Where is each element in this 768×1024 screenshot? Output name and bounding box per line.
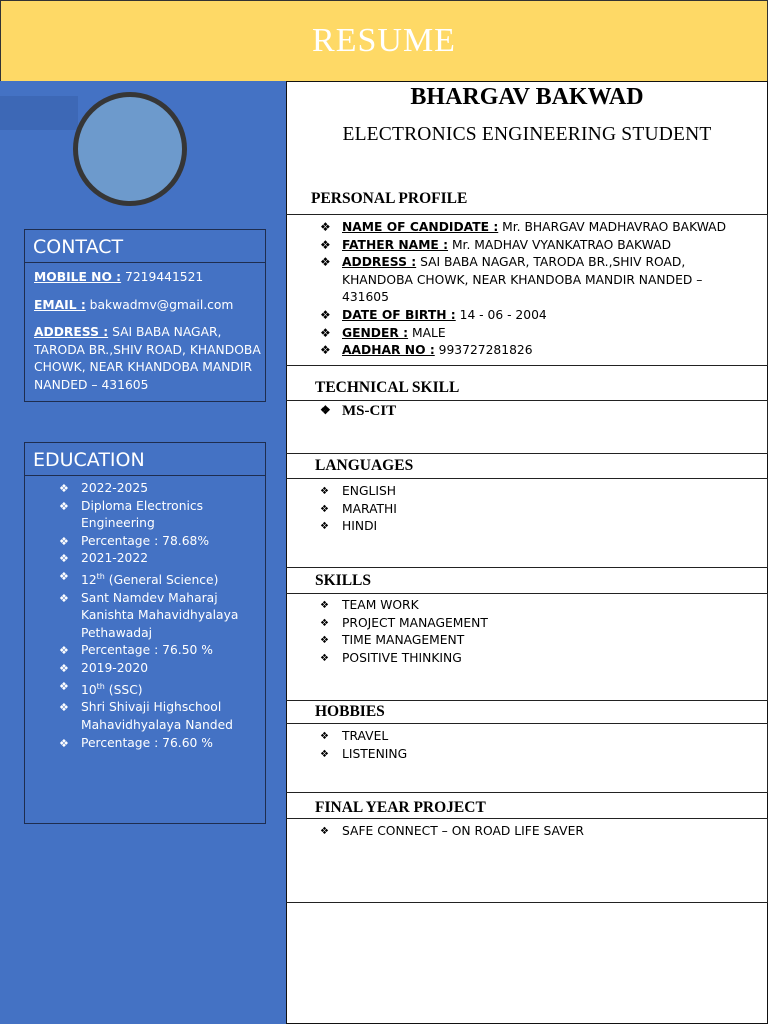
- list-item: [320, 632, 512, 650]
- list-item-text: MARATHI: [342, 501, 397, 516]
- diamond-bullet-icon: ❖: [59, 679, 69, 693]
- profile-field-value: 993727281826: [434, 343, 533, 358]
- education-item-superscript: th: [96, 571, 105, 581]
- education-item: [25, 735, 265, 753]
- profile-field-label: DATE OF BIRTH :: [342, 307, 456, 322]
- personal-profile-list: [320, 219, 752, 360]
- profile-photo-placeholder: [73, 92, 187, 206]
- education-item-text: Percentage : 76.50 %: [81, 643, 213, 658]
- email-value: bakwadmv@gmail.com: [85, 297, 234, 312]
- section-title-personal-profile: PERSONAL PROFILE: [311, 190, 468, 207]
- diamond-bullet-icon: ❖: [320, 731, 329, 742]
- list-item-text: TIME MANAGEMENT: [342, 633, 465, 648]
- contact-panel: [24, 229, 266, 402]
- list-item-text: TRAVEL: [342, 729, 389, 743]
- education-heading: EDUCATION: [25, 443, 265, 476]
- diamond-bullet-icon: ❖: [59, 499, 69, 513]
- candidate-name: BHARGAV BAKWAD: [410, 84, 644, 110]
- education-item-text: (General Science): [104, 573, 219, 588]
- profile-field-label: NAME OF CANDIDATE :: [342, 220, 499, 234]
- list-item: [320, 597, 512, 615]
- diamond-bullet-icon: ❖: [320, 325, 331, 340]
- list-item-text: ENGLISH: [342, 484, 397, 498]
- profile-field-value: MALE: [408, 325, 446, 340]
- contact-mobile: [25, 269, 265, 287]
- sidebar-shade: [0, 96, 78, 130]
- list-item: [320, 746, 431, 764]
- section-title-skills: SKILLS: [315, 572, 372, 589]
- personal-profile-item: [320, 219, 752, 237]
- education-item: [25, 678, 265, 700]
- education-item-text: Shri Shivaji Highschool Mahavidhyalaya Nanded: [81, 700, 233, 732]
- diamond-bullet-icon: ❖: [59, 552, 69, 566]
- diamond-bullet-icon: ❖: [59, 701, 69, 715]
- page-title: RESUME: [312, 22, 456, 59]
- list-item: [320, 728, 431, 746]
- diamond-bullet-icon: ❖: [320, 503, 329, 515]
- education-item: [25, 533, 265, 551]
- hobbies-list: [320, 728, 431, 763]
- profile-field-label: AADHAR NO :: [342, 343, 435, 358]
- education-panel: [24, 442, 266, 824]
- diamond-bullet-icon: ❖: [320, 652, 329, 664]
- profile-field-value: 14 - 06 - 2004: [455, 307, 547, 322]
- list-item: [320, 501, 421, 519]
- personal-profile-item: [320, 325, 752, 343]
- profile-field-value: Mr. BHARGAV MADHAVRAO BAKWAD: [498, 220, 727, 234]
- diamond-bullet-icon: ❖: [59, 534, 69, 548]
- education-item-text: Percentage : 76.60 %: [81, 735, 213, 750]
- education-item-superscript: th: [96, 681, 105, 691]
- section-title-technical-skill: TECHNICAL SKILL: [315, 379, 460, 396]
- contact-address: [25, 324, 265, 394]
- diamond-bullet-icon: ❖: [59, 644, 69, 658]
- diamond-bullet-icon: ❖: [320, 307, 331, 322]
- education-item-text: 2019-2020: [81, 661, 149, 676]
- education-item: [25, 642, 265, 660]
- list-item-text: SAFE CONNECT – ON ROAD LIFE SAVER: [342, 824, 584, 838]
- section-title-languages: LANGUAGES: [315, 457, 414, 474]
- education-item: [25, 699, 265, 734]
- address-label: ADDRESS :: [34, 325, 109, 340]
- list-item-text: LISTENING: [342, 746, 408, 761]
- header-banner: [0, 0, 768, 82]
- diamond-bullet-icon: ❖: [320, 403, 331, 417]
- diamond-bullet-icon: ❖: [59, 591, 69, 605]
- final-year-project-list: [320, 823, 608, 841]
- education-item-text: Sant Namdev Maharaj Kanishta Mahavidhyalaya Pethawadaj: [81, 590, 239, 640]
- diamond-bullet-icon: ❖: [320, 521, 329, 533]
- skills-list: [320, 597, 512, 667]
- education-list: [25, 476, 265, 752]
- diamond-bullet-icon: ❖: [320, 237, 331, 252]
- technical-skill-item: [320, 403, 397, 420]
- list-item: [320, 483, 421, 501]
- diamond-bullet-icon: ❖: [320, 748, 329, 760]
- diamond-bullet-icon: ❖: [320, 255, 331, 270]
- list-item-text: HINDI: [342, 519, 378, 534]
- education-item: [25, 498, 265, 533]
- list-item-text: POSITIVE THINKING: [342, 650, 462, 665]
- email-label: EMAIL :: [34, 297, 86, 312]
- diamond-bullet-icon: ❖: [320, 635, 329, 647]
- section-title-hobbies: HOBBIES: [315, 703, 385, 720]
- profile-field-value: SAI BABA NAGAR, TARODA BR.,SHIV ROAD, KHANDOBA CHOWK, NEAR KHANDOBA MANDIR NANDED – 431605: [342, 255, 703, 305]
- education-item-text: 2021-2022: [81, 551, 149, 566]
- profile-field-label: FATHER NAME :: [342, 237, 449, 252]
- list-item: [320, 615, 512, 633]
- languages-list: [320, 483, 421, 536]
- list-item: [320, 650, 512, 668]
- diamond-bullet-icon: ❖: [59, 662, 69, 676]
- diamond-bullet-icon: ❖: [59, 482, 69, 495]
- profile-field-label: GENDER :: [342, 325, 409, 340]
- personal-profile-item: [320, 307, 752, 325]
- list-item-text: PROJECT MANAGEMENT: [342, 615, 488, 630]
- profile-field-label: ADDRESS :: [342, 255, 417, 270]
- mobile-label: MOBILE NO :: [34, 270, 122, 284]
- education-item: [25, 480, 265, 498]
- list-item: [320, 518, 421, 536]
- diamond-bullet-icon: ❖: [59, 569, 69, 583]
- mobile-value: 7219441521: [121, 270, 204, 284]
- education-item: [25, 660, 265, 678]
- education-item-text: Diploma Electronics Engineering: [81, 498, 204, 531]
- diamond-bullet-icon: ❖: [320, 826, 329, 837]
- contact-email: [25, 297, 265, 315]
- personal-profile-item: [320, 254, 752, 307]
- diamond-bullet-icon: ❖: [320, 617, 329, 629]
- education-item-text: 2022-2025: [81, 481, 149, 495]
- diamond-bullet-icon: ❖: [320, 220, 331, 234]
- diamond-bullet-icon: ❖: [59, 736, 69, 750]
- diamond-bullet-icon: ❖: [320, 486, 329, 497]
- education-item: [25, 590, 265, 643]
- list-item: [320, 823, 608, 841]
- section-title-final-year-project: FINAL YEAR PROJECT: [315, 799, 486, 816]
- technical-skill-text: MS-CIT: [342, 403, 397, 419]
- candidate-role: ELECTRONICS ENGINEERING STUDENT: [342, 124, 712, 145]
- education-item-text: Percentage : 78.68%: [81, 533, 210, 548]
- personal-profile-item: [320, 237, 752, 255]
- education-item-text: 10: [81, 682, 97, 697]
- education-item: [25, 550, 265, 568]
- diamond-bullet-icon: ❖: [320, 600, 329, 611]
- education-item-text: (SSC): [104, 682, 143, 697]
- address-value: SAI BABA NAGAR, TARODA BR.,SHIV ROAD, KHANDOBA CHOWK, NEAR KHANDOBA MANDIR NANDED – 431605: [34, 325, 261, 392]
- personal-profile-item: [320, 342, 752, 360]
- list-item-text: TEAM WORK: [342, 598, 419, 612]
- education-item-text: 12: [81, 573, 97, 588]
- contact-heading: CONTACT: [25, 230, 265, 263]
- profile-field-value: Mr. MADHAV VYANKATRAO BAKWAD: [448, 237, 672, 252]
- diamond-bullet-icon: ❖: [320, 343, 331, 358]
- education-item: [25, 568, 265, 590]
